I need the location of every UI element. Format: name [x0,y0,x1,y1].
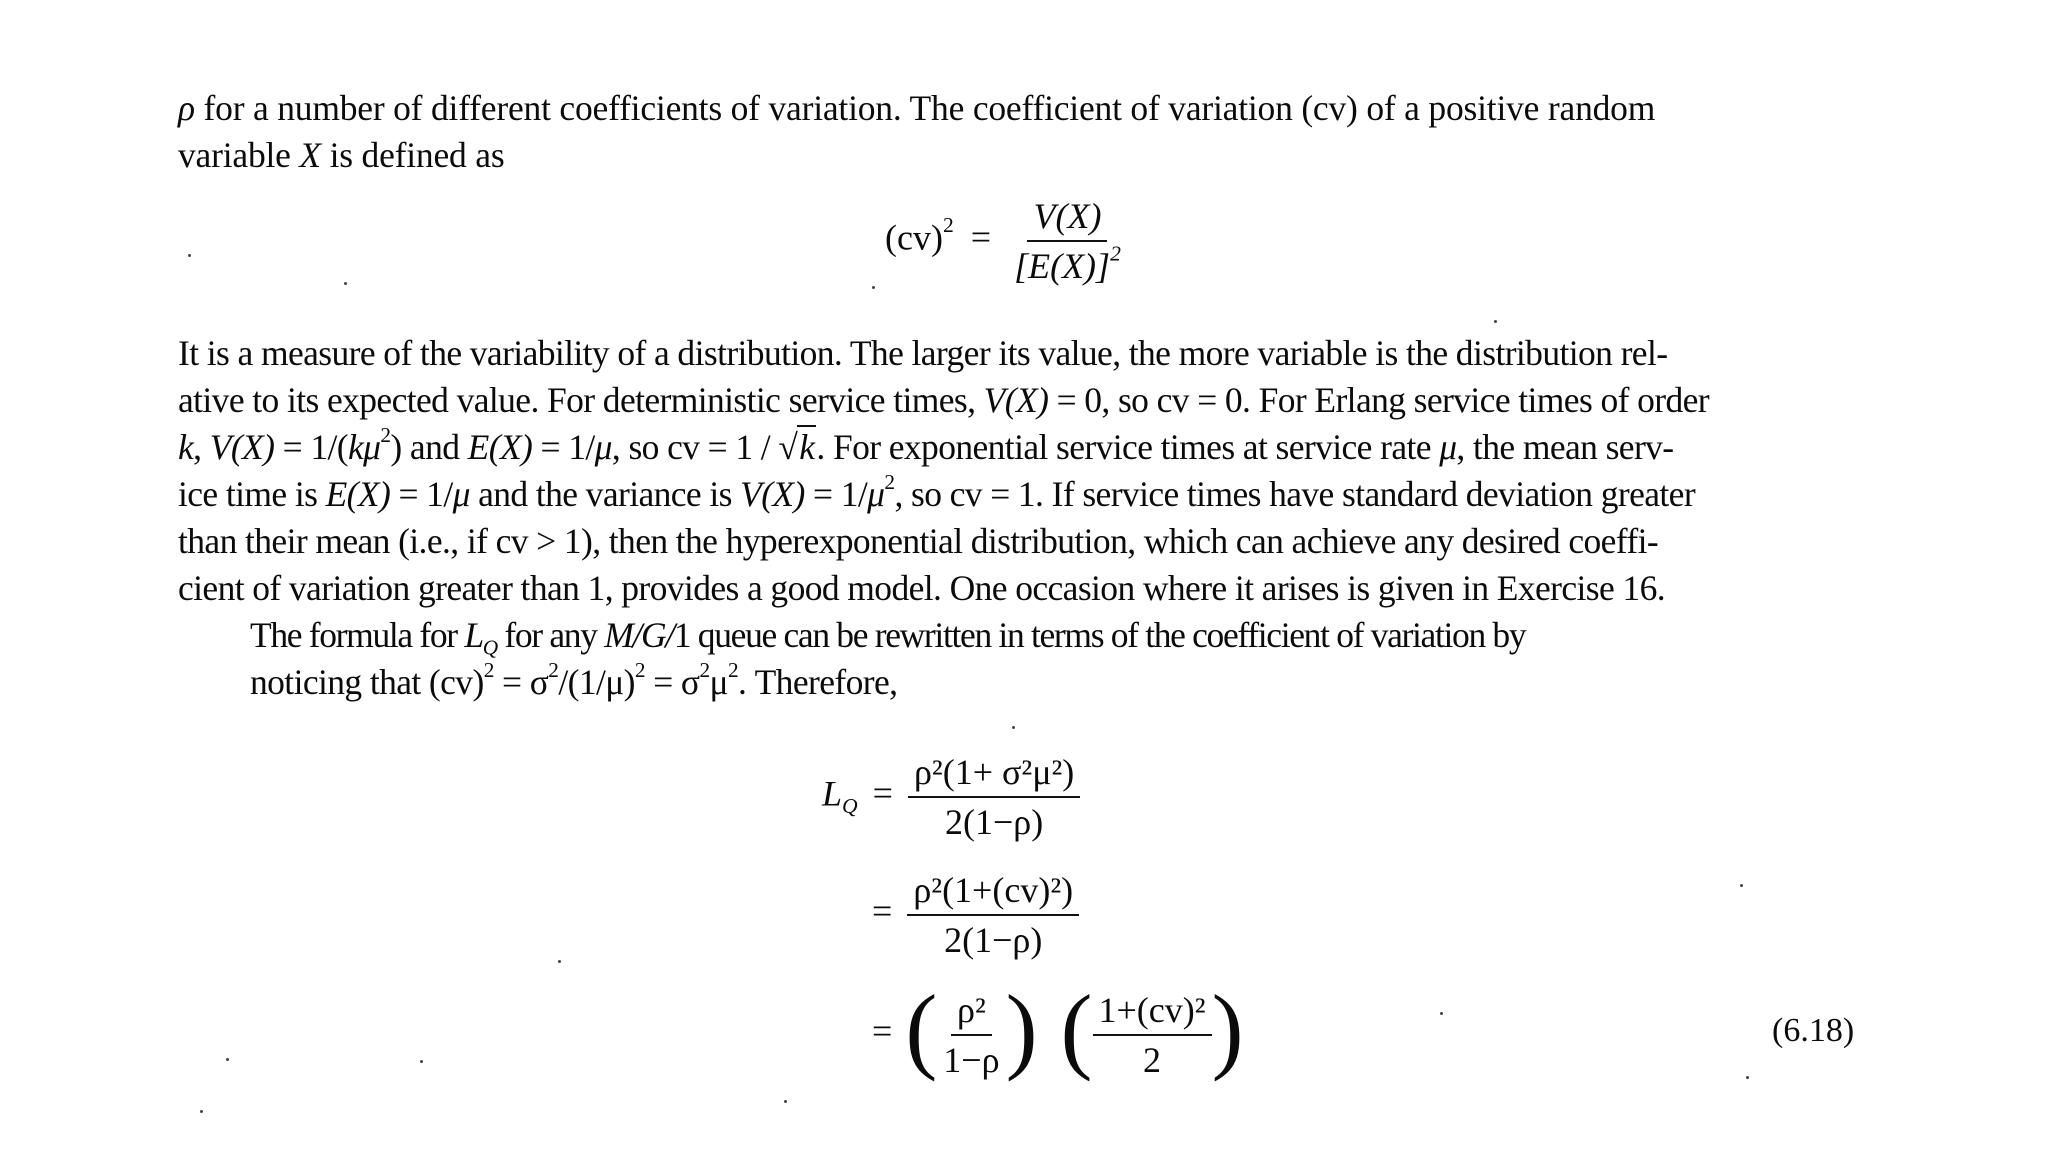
math-symbol: ρ [178,88,195,128]
superscript: 2 [483,657,494,682]
text-run: = σ [644,662,700,702]
text-run: , so cv = 1. If service times have standard deviation greater [894,474,1696,514]
text-run: The formula for [250,615,465,655]
text-run: than their mean (i.e., if cv > 1), then the hyperexponential distribution, which can achieve any desired coeffi- [178,521,1659,561]
text-run: variable [178,135,300,175]
text-run: for any [496,615,605,655]
text-run: = 0, so cv = 0. For Erlang service times of order [1048,380,1710,420]
radicand: k [799,427,815,467]
math-symbol: V(X) [983,380,1049,420]
left-paren-1: ( [905,975,938,1082]
math-symbol: V(X) [209,427,275,467]
left-paren-2: ( [1060,975,1093,1082]
equation-number: (6.18) [1772,1012,1855,1049]
text-run: . For exponential service times at service rate [816,427,1440,467]
eq1-lhs: (cv) [885,217,943,258]
right-paren-1: ) [1005,975,1038,1082]
text-run: 1 queue can be rewritten in terms of the coefficient of variation by [673,615,1526,655]
eq2-equals-3: = [872,1011,893,1052]
equation-lq-line3 [872,975,1244,1082]
subscript: Q [482,635,497,660]
eq1-denominator-text: [E(X)] [1014,246,1111,286]
math-symbol: kμ [347,427,381,467]
math-symbol: E(X) [325,474,391,514]
text-line [178,377,1858,424]
eq2-line3-left-numerator: ρ² [951,990,992,1036]
text-run: = 1/ [390,474,453,514]
right-paren-2: ) [1211,975,1244,1082]
eq2-line1-numerator: ρ²(1+ σ²μ²) [908,752,1080,798]
math-symbol: V(X) [740,474,805,514]
text-run: It is a measure of the variability of a distribution. The larger its value, the more variable is the distribution rel- [178,333,1668,373]
text-line [178,330,1858,377]
eq2-lhs: L [822,773,843,814]
equation-lq-line2 [872,870,1079,960]
eq2-lhs-sub: Q [842,793,858,818]
text-run: noticing that (cv) [250,662,484,702]
scan-speck [200,1110,203,1113]
text-line [178,612,1858,659]
scan-speck [558,960,561,963]
superscript: 2 [699,657,710,682]
text-run: for a number of different coefficients of variation. The coefficient of variation (cv) of a positive random [194,88,1656,128]
text-run: is defined as [320,135,505,175]
eq2-line2-denominator: 2(1−ρ) [944,920,1043,960]
math-symbol: μ [594,427,612,467]
equation-lq-line1 [822,752,1080,842]
math-symbol: μ [1439,427,1457,467]
scan-speck [344,282,347,285]
text-line [178,85,1858,132]
paragraph-intro [178,85,1858,179]
math-symbol: E(X) [467,427,533,467]
eq2-line3-right-numerator: 1+(cv)² [1093,990,1212,1036]
superscript: 2 [380,422,391,447]
text-line [178,471,1858,518]
scan-speck [784,1100,787,1103]
scan-speck [1740,884,1743,887]
text-run: = 1/ [804,474,868,514]
text-line [178,565,1858,612]
text-run: /(1/μ) [558,662,635,702]
scan-speck [188,254,191,257]
superscript: 2 [727,657,739,682]
eq2-line3-left-denominator: 1−ρ [943,1040,1000,1080]
eq1-lhs-sup: 2 [942,213,954,237]
text-run: and the variance is [469,474,741,514]
eq2-line3-right-fraction [1093,990,1212,1080]
eq1-fraction [1008,196,1127,286]
text-run: , the mean serv- [1456,427,1674,467]
text-run: ative to its expected value. For deterministic service times, [178,380,984,420]
eq2-line1-fraction [908,752,1080,842]
eq2-line3-right-denominator: 2 [1143,1040,1162,1080]
eq2-equals-1: = [872,773,893,814]
text-line [178,424,1858,471]
text-run: , [193,427,210,467]
text-run: . Therefore, [738,662,898,702]
math-symbol: μ [867,474,885,514]
superscript: 2 [634,657,645,682]
scan-speck [420,1060,423,1063]
text-run: = σ [493,662,549,702]
math-symbol: μ [452,474,470,514]
text-run: = 1/ [532,427,595,467]
scan-speck [1746,1076,1749,1079]
math-symbol: k [178,427,194,467]
scan-speck [1494,320,1497,323]
math-symbol: X [299,135,321,175]
eq2-line2-numerator: ρ²(1+(cv)²) [907,870,1079,916]
scan-speck [1012,726,1015,729]
text-run: , so cv = 1 / [611,427,779,467]
text-run: ice time is [178,474,326,514]
eq1-denominator-sup: 2 [1110,241,1121,266]
text-run: = 1/( [274,427,348,467]
math-symbol: M/G/ [604,615,674,655]
superscript: 2 [884,469,895,494]
paragraph-variability [178,330,1858,612]
square-root: √k [778,427,815,467]
eq2-equals-2: = [872,891,893,932]
eq2-line2-fraction [907,870,1079,960]
eq2-line3-left-fraction [937,990,1005,1080]
paragraph-lq-formula [178,612,1858,706]
math-symbol: L [464,615,483,655]
eq1-numerator: V(X) [1027,196,1107,242]
text-run: μ [709,662,728,702]
superscript: 2 [548,657,559,682]
eq1-denominator [1008,242,1127,286]
scan-speck [1440,1012,1443,1015]
text-line [178,659,1858,706]
text-run: cient of variation greater than 1, provides a good model. One occasion where it arises is given in Exercise 16. [178,568,1666,608]
eq1-equals: = [970,217,992,258]
equation-cv-definition [885,196,1127,286]
text-run: ) and [390,427,468,467]
text-line [178,518,1858,565]
scan-speck [226,1058,229,1061]
scan-speck [872,286,875,289]
text-line [178,132,1858,179]
eq2-line1-denominator: 2(1−ρ) [945,802,1044,842]
